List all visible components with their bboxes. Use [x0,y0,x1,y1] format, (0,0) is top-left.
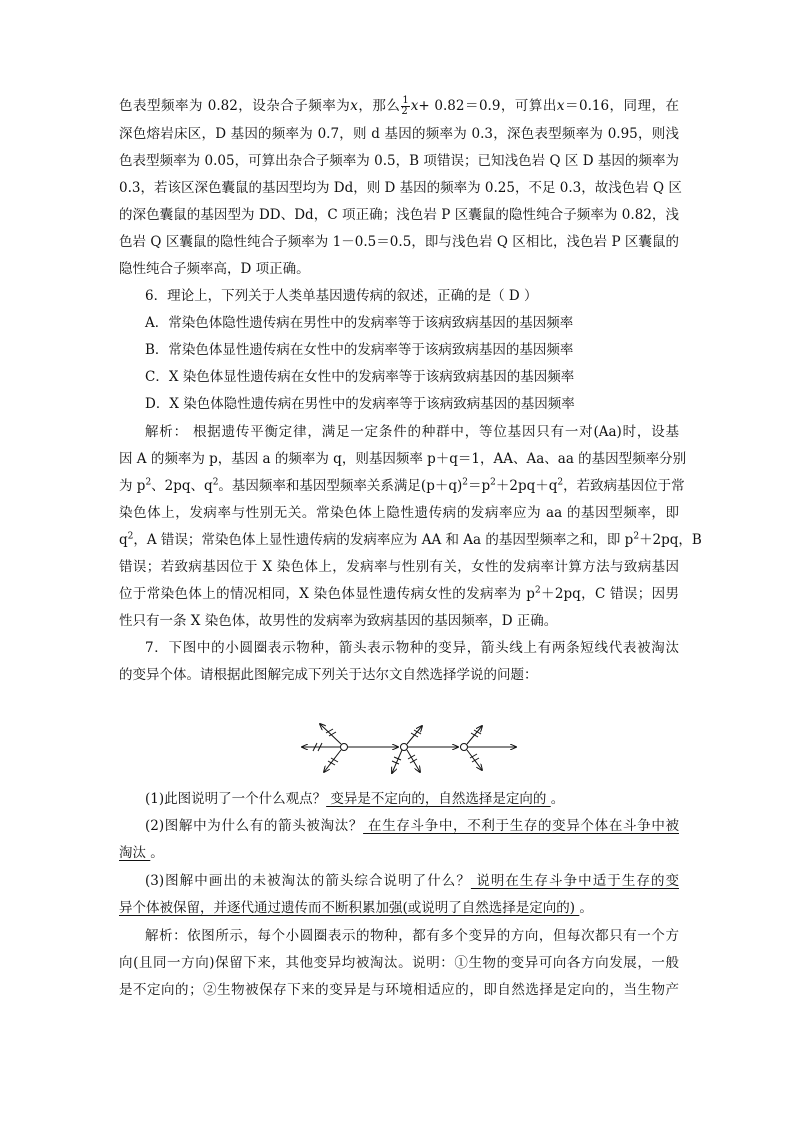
text: ＝0.16，同理，在 [564,98,679,114]
superscript: 2 [212,477,219,488]
paragraph-line: 色岩 Q 区囊鼠的隐性纯合子频率为 1－0.5＝0.5，即与浅色岩 Q 区相比，浅色岩 P 区囊鼠的 [119,234,679,250]
text: ＋2pq，B [639,532,702,548]
text: 色表型频率为 0.82，设杂合子频率为 [119,98,351,114]
eliminated-arrow [324,750,341,772]
analysis-line: 错误；若致病基因位于 X 染色体上，发病率与性别有关，女性的发病率计算方法与致病基因 [119,559,679,575]
paragraph-line [119,96,679,118]
text: 。 [150,845,164,861]
text: (2)图解中为什么有的箭头被淘汰？ [145,818,364,834]
question-6-stem: 6．理论上，下列关于人类单基因遗传病的叙述，正确的是（ D ） [145,288,538,304]
text: 位于常染色体上的情况相同，X 染色体显性遗传病女性的发病率为 p [119,586,535,602]
variable-x: x [410,98,419,114]
text: ，A 错误；常染色体上显性遗传病的发病率应为 AA 和 Aa 的基因型频率之和，即 p [133,532,634,548]
analysis-line: 是不定向的；②生物被保存下来的变异是与环境相适应的，即自然选择是定向的，当生物产 [119,982,679,998]
sub-question-2 [145,816,679,838]
variation-diagram [300,720,520,778]
text: 、2pq、q [151,478,213,494]
species-circle [461,744,468,751]
species-circle [341,744,348,751]
text: 。基因频率和基因型频率关系满足(p＋q) [218,478,463,494]
text: 为 p [119,478,146,494]
paragraph-line: 色表型频率为 0.05，可算出杂合子频率为 0.5，B 项错误；已知浅色岩 Q 区 D 基因的频率为 [119,153,679,169]
paragraph-line: 隐性纯合子频率高，D 项正确。 [119,261,310,277]
eliminated-arrow [320,724,341,744]
analysis-line: 性只有一条 X 染色体，故男性的发病率为致病基因的基因频率，D 正确。 [119,613,558,629]
text: q [119,532,128,548]
question-7-stem: 7．下图中的小圆圈表示物种，箭头表示物种的变异，箭头线上有两条短线代表被淘汰 [145,640,679,656]
variable-x: x [556,98,565,114]
fraction-one-half [401,96,409,117]
fraction-numerator: 1 [402,95,409,106]
superscript: 2 [490,477,496,488]
answer-underlined: 说明在生存斗争中适于生存的变 [470,873,680,889]
paragraph-line: 的深色囊鼠的基因型为 DD、Dd，C 项正确；浅色岩 P 区囊鼠的隐性纯合子频率为 0.82，浅 [119,207,679,223]
analysis-line [119,530,702,552]
question-7-stem: 的变异个体。请根据此图解完成下列关于达尔文自然选择学说的问题： [119,667,538,683]
sub-question-3-cont [119,898,679,920]
superscript: 2 [145,477,152,488]
text: 。 [579,900,593,916]
superscript: 2 [557,477,564,488]
text: ＝p [467,478,491,494]
superscript: 2 [462,477,468,488]
text: 。 [550,791,565,807]
answer-underlined: 在生存斗争中，不利于生存的变异个体在斗争中被 [363,818,679,834]
analysis-line: 因 A 的频率为 p，基因 a 的频率为 q，则基因频率 p＋q＝1，AA、Aa、aa 的基因型频率分别 [119,451,687,467]
analysis-line: 解析： 根据遗传平衡定律，满足一定条件的种群中，等位基因只有一对(Aa)时，设基 [145,424,679,440]
variable-x: x [350,98,358,114]
text: (3)图解中画出的未被淘汰的箭头综合说明了什么？ [145,873,471,889]
option-c: C．X 染色体显性遗传病在女性中的发病率等于该病致病基因的基因频率 [145,369,575,385]
option-d: D．X 染色体隐性遗传病在男性中的发病率等于该病致病基因的基因频率 [145,396,575,412]
text: ，那么 [357,98,401,114]
answer-underlined: 异个体被保留，并逐代通过遗传而不断积累加强(或说明了自然选择是定向的) [119,900,580,916]
superscript: 2 [534,585,541,596]
text: ＋2pq＋q [495,478,558,494]
text: + 0.82＝0.9，可算出 [418,98,557,114]
species-circle [401,744,408,751]
text: ＋2pq，C 错误；因男 [540,586,679,602]
option-b: B．常染色体显性遗传病在女性中的发病率等于该病致病基因的基因频率 [145,342,574,358]
superscript: 2 [633,531,640,542]
analysis-line: 解析：依图所示，每个小圆圈表示的物种，都有多个变异的方向，但每次都只有一个方 [145,928,679,944]
paragraph-line: 0.3，若该区深色囊鼠的基因型均为 Dd，则 D 基因的频率为 0.25，不足 0.3，故浅色岩 Q 区 [119,180,682,196]
analysis-line: 向(且同一方向)保留下来，其他变异均被淘汰。说明：①生物的变异可向各方向发展，一般 [119,955,679,971]
sub-question-1 [145,789,679,811]
fraction-denominator: 2 [401,106,408,117]
sub-question-2-cont [119,843,679,865]
superscript: 2 [127,531,134,542]
analysis-line [119,476,685,498]
analysis-line: 染色体上，发病率与性别无关。常染色体上隐性遗传病的发病率应为 aa 的基因型频率，即 [119,505,679,521]
paragraph-line: 深色熔岩床区，D 基因的频率为 0.7，则 d 基因的频率为 0.3，深色表型频率为 0.95，则浅 [119,126,679,142]
option-a: A．常染色体隐性遗传病在男性中的发病率等于该病致病基因的基因频率 [145,315,574,331]
analysis-line [119,584,679,606]
sub-question-3 [145,871,679,893]
text: ，若致病基因位于常 [563,478,685,494]
answer-underlined: 淘汰 [119,845,151,861]
answer-underlined: 变异是不定向的，自然选择是定向的 [326,791,551,807]
text: (1)此图说明了一个什么观点？ [145,791,327,807]
